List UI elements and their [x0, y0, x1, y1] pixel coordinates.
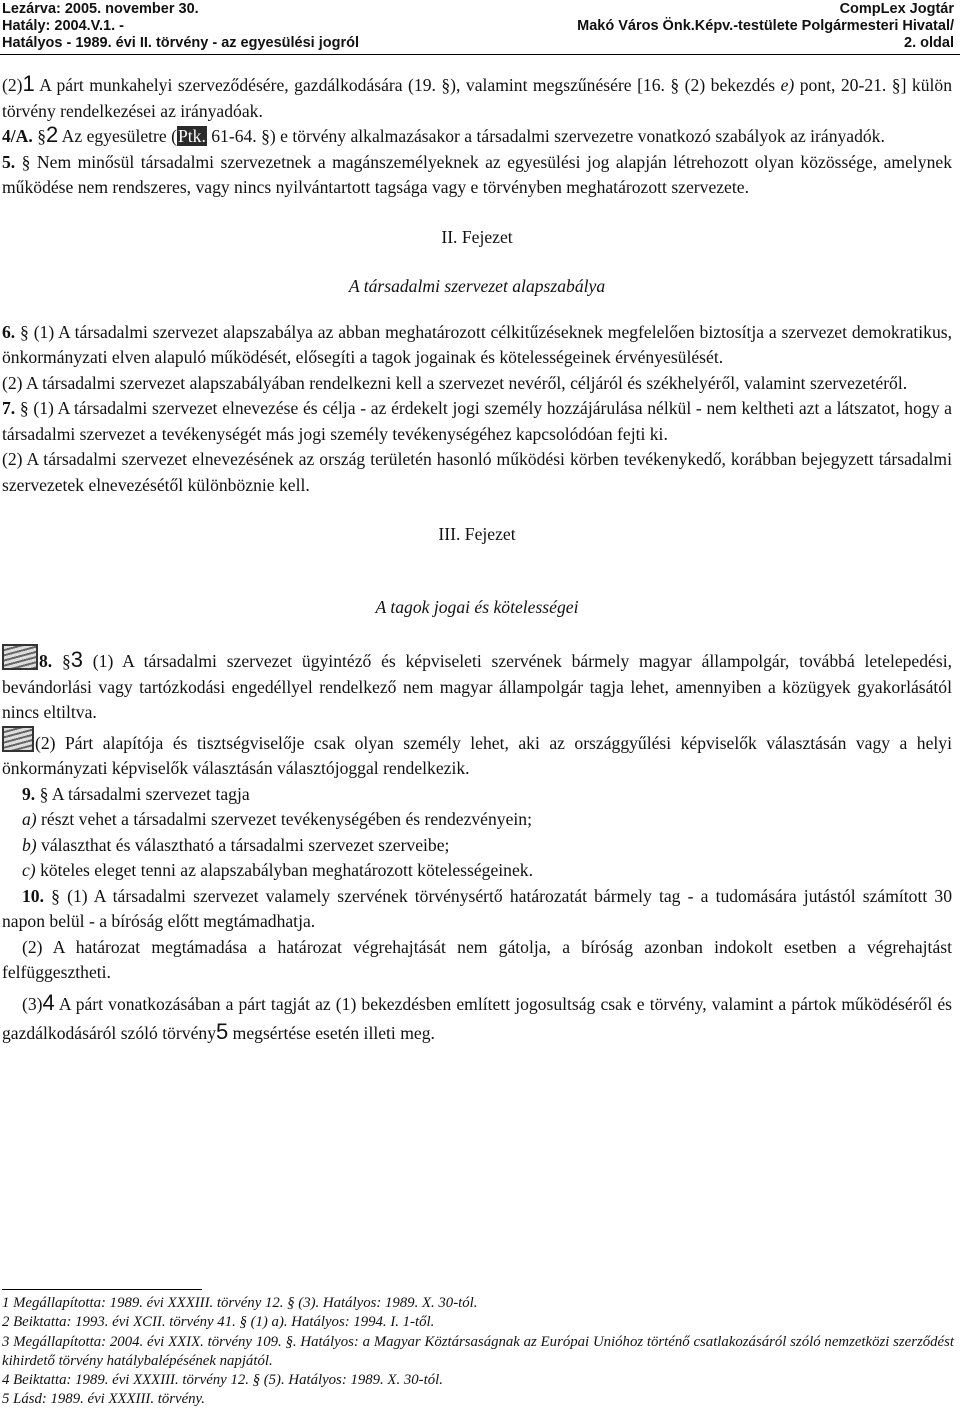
section-4a: 4/A. §2 Az egyesületre (Ptk. 61-64. §) e törvény alkalmazásakor a társadalmi szervezetre vonatkozó szabályok az irányadók.: [2, 122, 885, 147]
section-number: 9.: [22, 783, 36, 804]
footnote-ref-5[interactable]: 5: [216, 1018, 229, 1044]
header-organization: Makó Város Önk.Képv.-testülete Polgármesteri Hivatal/: [577, 18, 954, 34]
header-product: CompLex Jogtár: [839, 1, 954, 17]
footnote-3: 3 Megállapította: 2004. évi XXIX. törvény 109. §. Hatályos: a Magyar Köztársaságnak az Európai Unióhoz történő csatlakozásáról szóló nemzetközi szerződést kihirdető törvény hatálybalépésének napjától.: [2, 1333, 954, 1369]
section-number: 8.: [39, 651, 53, 671]
section-number: 7.: [2, 398, 16, 418]
paragraph-4-2: (2)1 A párt munkahelyi szerveződésére, gazdálkodására (19. §), valamint megszűnésére [16. § (2) bekezdés e) pont, 20-21. §] külön törvény rendelkezései az irányadóak.: [2, 71, 952, 121]
footnotes: [2, 1289, 954, 1410]
footnote-ref-4[interactable]: 4: [42, 989, 55, 1015]
section-10-3: (3)4 A párt vonatkozásában a párt tagját az (1) bekezdésben említett jogosultság csak e törvény, valamint a pártok működéséről és gazdálkodásáról szóló törvény5 megsértése esetén illeti meg.: [2, 989, 952, 1044]
footnote-rule: [2, 1289, 202, 1290]
section-7-1: 7. § (1) A társadalmi szervezet elnevezése és célja - az érdekelt jogi személy hozzájárulása nélkül - nem keltheti azt a látszatot, hogy a társadalmi szervezet a tevékenységét más jogi személy tevékenységéhez kapcsolódóan fejti ki.: [2, 398, 952, 444]
chapter-2-title: II. Fejezet: [441, 226, 513, 247]
section-10-1: 10. § (1) A társadalmi szervezet valamely szervének törvénysértő határozatát bármely tag - a tudomására jutástól számított 30 napon belül - a bíróság előtt megtámadhatja.: [2, 885, 952, 931]
footnote-2: 2 Beiktatta: 1993. évi XCII. törvény 41. § (1) a). Hatályos: 1994. I. 1-től.: [2, 1314, 435, 1331]
section-number: 6.: [2, 321, 16, 342]
section-number: 10.: [22, 885, 44, 906]
footnote-ref-1[interactable]: 1: [22, 71, 35, 96]
header-rule: [0, 54, 960, 55]
footnote-4: 4 Beiktatta: 1989. évi XXXIII. törvény 12. § (5). Hatályos: 1989. X. 30-tól.: [2, 1372, 443, 1389]
chapter-2-subtitle: A társadalmi szervezet alapszabálya: [348, 276, 606, 296]
section-6-2: (2) A társadalmi szervezet alapszabályában rendelkezni kell a szervezet nevéről, céljáról és székhelyéről, valamint szervezetéről.: [2, 372, 908, 393]
ptk-link[interactable]: Ptk.: [177, 126, 206, 146]
section-8-2: (2) Párt alapítója és tisztségviselője csak olyan személy lehet, aki az országgyűlési képviselők választásán vagy a helyi önkormányzati képviselők választásán választójoggal rendelkezik.: [2, 726, 952, 782]
header-closed-date: Lezárva: 2005. november 30.: [2, 1, 199, 17]
header-law-title: Hatályos - 1989. évi II. törvény - az egyesülési jogról: [2, 35, 360, 51]
footnote-ref-2[interactable]: 2: [46, 122, 59, 147]
document-body: [2, 73, 952, 1048]
section-10-2: (2) A határozat megtámadása a határozat végrehajtását nem gátolja, a bíróság azonban indokolt esetben a végrehajtást felfüggesztheti.: [2, 936, 952, 982]
header-effect-date: Hatály: 2004.V.1. -: [2, 18, 124, 34]
section-9: 9. § A társadalmi szervezet tagja: [22, 783, 250, 804]
chapter-3-subtitle: A tagok jogai és kötelességei: [375, 596, 579, 617]
section-6-1: 6. § (1) A társadalmi szervezet alapszabálya az abban meghatározott célkitűzéseknek megfelelően biztosítja a szervezet demokratikus, önkormányzati elven alapuló működését, elősegíti a tagok jogainak és kötelességeinek érvényesülését.: [2, 321, 952, 367]
section-8-1: 8. §3 (1) A társadalmi szervezet ügyintéző és képviseleti szervének bármely magyar állampolgár, továbbá letelepedési, bevándorlási vagy tartózkodási engedéllyel rendelkező nem magyar állampolgár tagja lehet, amennyiben a közügyek gyakorlásától nincs eltiltva.: [2, 644, 952, 726]
amendment-flag-icon[interactable]: [2, 726, 34, 752]
section-9-c: c) köteles eleget tenni az alapszabályban meghatározott kötelességeinek.: [22, 860, 533, 880]
footnote-ref-3[interactable]: 3: [70, 647, 84, 672]
footnote-5: 5 Lásd: 1989. évi XXXIII. törvény.: [2, 1391, 205, 1408]
section-number: 5.: [2, 151, 16, 172]
header-right: [577, 1, 954, 52]
header-left: [2, 1, 359, 52]
section-number: 4/A.: [2, 126, 33, 146]
section-7-2: (2) A társadalmi szervezet elnevezésének az ország területén hasonló működési körben tevékenykedő, korábban bejegyzett társadalmi szervezetek elnevezésétől különböznie kell.: [2, 449, 952, 495]
section-5: 5. § Nem minősül társadalmi szervezetnek a magánszemélyeknek az egyesülési jog alapján létrehozott olyan közössége, amelynek működése nem rendszeres, vagy nincs nyilvántartott tagsága vagy e törvényben meghatározott szervezete.: [2, 151, 952, 197]
footnote-1: 1 Megállapította: 1989. évi XXXIII. törvény 12. § (3). Hatályos: 1989. X. 30-tól.: [2, 1295, 478, 1311]
header-page-number: 2. oldal: [904, 35, 954, 51]
amendment-flag-icon[interactable]: [2, 644, 38, 670]
section-9-b: b) választhat és választható a társadalmi szervezet szerveibe;: [22, 834, 450, 855]
page-header: [0, 0, 960, 56]
chapter-3-title: III. Fejezet: [438, 524, 516, 544]
section-9-a: a) részt vehet a társadalmi szervezet tevékenységében és rendezvényein;: [22, 809, 532, 829]
